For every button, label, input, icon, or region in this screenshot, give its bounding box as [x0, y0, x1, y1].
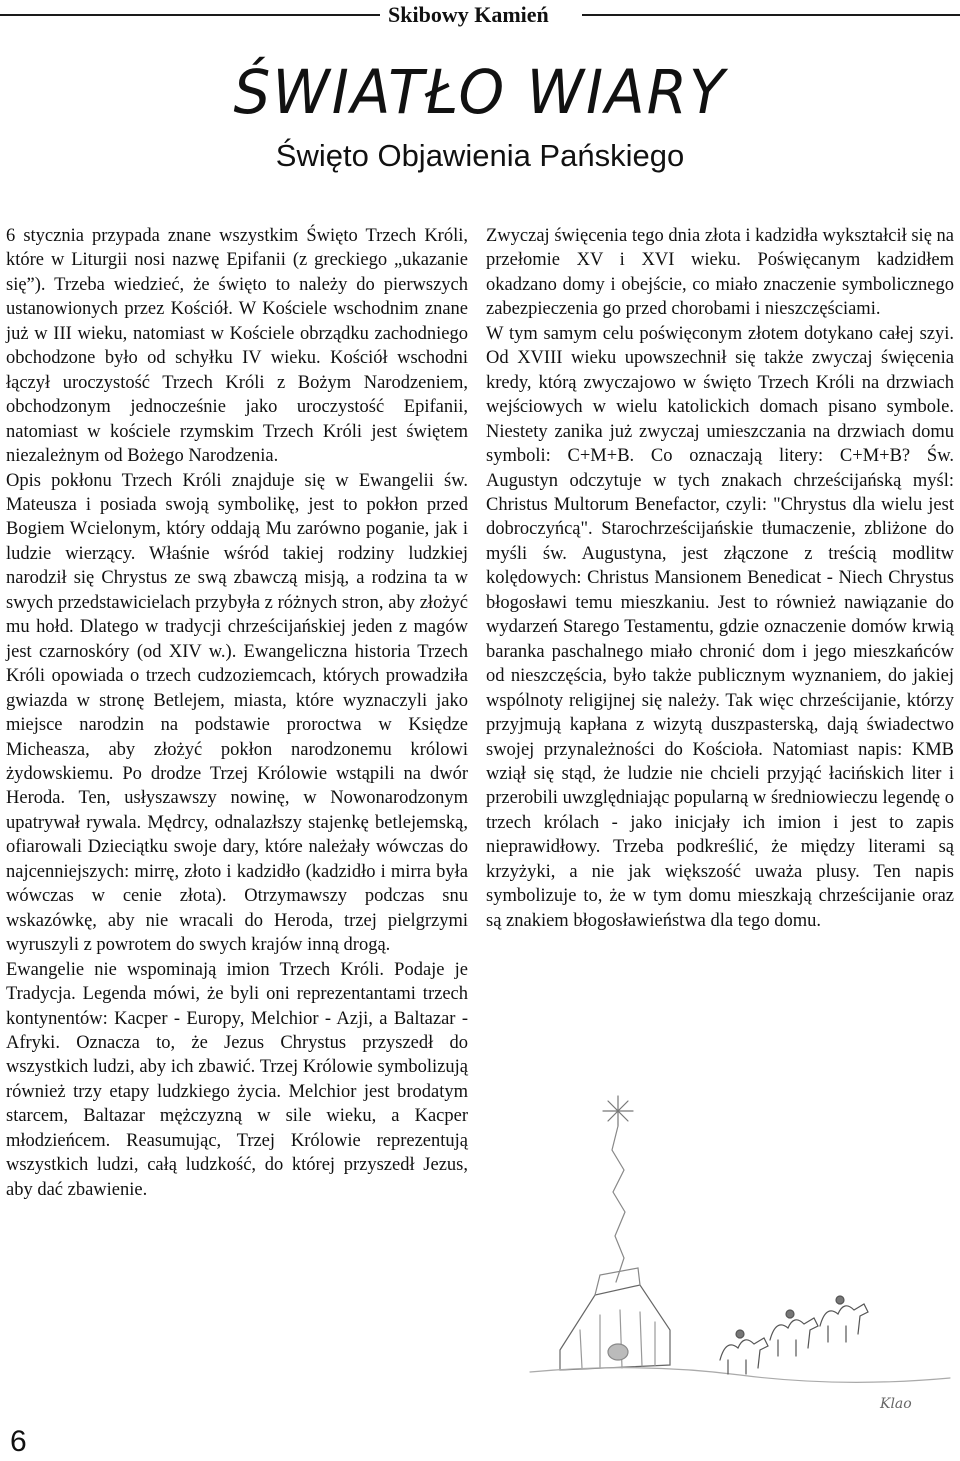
- stable-drawing: [560, 1268, 670, 1370]
- paragraph: W tym samym celu poświęconym złotem dotykano całej szyi. Od XVIII wieku upowszechnił się także zwyczaj święcenia kredy, którą zwyczajowo w święto Trzech Króli na drzwiach wejściowych w wielu katolickich domach pisano symbole. Niestety zanika już zwyczaj umieszczania na drzwiach domu symboli: C+M+B. Co oznaczają litery: C+M+B? Św. Augustyn odczytuje w tych znakach chrześcijańską myśl: Christus Multorum Benefactor, czyli: "Chrystus dla wielu jest dobroczyńcą". Starochrześcijańskie tłumaczenie, zbliżone do myśli św. Augustyna, jest złączone z treścią modlitw kolędowych: Christus Mansionem Benedicat - Niech Chrystus błogosławi temu mieszkaniu. Jest to również nawiązanie do wydarzeń Starego Testamentu, gdzie oznaczenie domów krwią baranka paschalnego miało chronić dom i jego mieszkańców od nieszczęścia, było także publicznym wyznaniem, do jakiej wspólnoty religijnej się należy. Tak więc chrześcijanie, którzy przyjmują kapłana z wizytą duszpasterską, dają świadectwo swojej przynależności do Kościoła. Natomiast napis: KMB wziął się stąd, że ludzie nie chcieli przyjąć łacińskich liter i przerobili uwzględniając popularną w średniowieczu legendę o trzech królach - jako inicjały ich imion i jest to zapis nieprawidłowy. Trzeba podkreślić, że między literami są krzyżyki, a nie jak większość uważa plusy. Ten napis symbolizuje to, że w tym domu mieszkają chrześcijanie oraz są znakiem błogosławieństwa dla tego domu.: [486, 323, 954, 931]
- paragraph: 6 stycznia przypada znane wszystkim Święto Trzech Króli, które w Liturgii nosi nazwę Epifanii (z greckiego „ukazanie się”). Trzeba wiedzieć, że święto to należy do pierwszych ustanowionych przez Kościół. W Kościele wschodnim znane już w III wieku, natomiast w Kościele obrządku zachodniego obchodzone było od schyłku IV wieku. Kościół wschodni łączył uroczystość Trzech Króli z Bożym Narodzeniem, obchodzonym jednocześnie jako uroczystość Epifanii, natomiast w kościele rzymskim Trzech Króli jest świętem niezależnym od Bożego Narodzenia.: [6, 226, 468, 467]
- paragraph: Zwyczaj święcenia tego dnia złota i kadzidła wykształcił się na przełomie XV i XVI wieku. Poświęcanym kadzidłem okadzano domy i obejście, co miało znaczenie symbolicznego zabezpieczenia go przed chorobami i nieszczęściami.: [486, 226, 954, 320]
- right-column: [486, 224, 954, 933]
- paragraph: Ewangelie nie wspominają imion Trzech Króli. Podaje je Tradycja. Legenda mówi, że byli oni reprezentantami trzech kontynentów: Kacper - Europy, Melchior - Azji, a Baltazar - Afryki. Oznacza to, że Jezus Chrystus przyszedł do wszystkich ludzi, aby ich zbawić. Trzej Królowie symbolizują również trzy etapy ludzkiego życia. Melchior jest brodatym starcem, Baltazar mężczyzną w sile wieku, a Kacper młodzieńcem. Reasumując, Trzej Królowie reprezentują wszystkich ludzi, całą ludzkość, do której przyszedł Jezus, aby dać zbawienie.: [6, 959, 468, 1200]
- article-subtitle: Święto Objawienia Pańskiego: [275, 138, 685, 173]
- camel-caravan-drawing: [720, 1296, 868, 1374]
- header-rule-right: [582, 14, 960, 16]
- page-header: [0, 0, 960, 32]
- left-column: [6, 224, 468, 1202]
- artist-signature: Klao: [880, 1396, 912, 1412]
- header-rule-left: [0, 14, 380, 16]
- paragraph: Opis pokłonu Trzech Króli znajduje się w Ewangelii św. Mateusza i posiada swoją symbolikę, jest to pokłon przed Bogiem Wcielonym, który oddają Mu zarówno poganie, jak i ludzie wierzący. Właśnie wśród takiej rodziny ludzkiej narodził się Chrystus ze swą zbawczą misją, a rodzina ta w swych przedstawicielach przybyła z różnych stron, aby złożyć mu hołd. Dlatego w tradycji chrześcijańskiej jeden z magów jest czarnoskóry (od XIV w.). Ewangeliczna historia Trzech Króli opowiada o trzech cudzoziemcach, których prowadziła gwiazda w stronę Betlejem, miasta, które wyznaczyli jako miejsce narodzin na podstawie proroctwa w Księdze Micheasza, aby złożyć pokłon narodzonemu królowi żydowskiemu. Po drodze Trzej Królowie wstąpili na dwór Heroda. Ten, usłyszawszy nowinę, w Nowonarodzonym upatrywał rywala. Mędrcy, odnalazłszy stajenkę betlejemską, ofiarowali Dzieciątku swoje dary, które należały wówczas do najcenniejszych: mirrę, złoto i kadzidło (kadzidło i mirra była wówczas w cenie złota). Otrzymawszy podczas snu wskazówkę, aby nie wracali do Heroda, trzej pielgrzymi wyruszyli z powrotem do swych krajów inną drogą.: [6, 470, 468, 956]
- nativity-sketch: [520, 1090, 960, 1420]
- star-of-bethlehem-icon: [603, 1096, 633, 1126]
- magazine-name: Skibowy Kamień: [388, 2, 549, 27]
- ground-line: [530, 1368, 950, 1383]
- star-trail: [612, 1126, 625, 1282]
- page-number: 6: [10, 1425, 27, 1458]
- article-title: ŚWIATŁO WIARY: [233, 56, 727, 128]
